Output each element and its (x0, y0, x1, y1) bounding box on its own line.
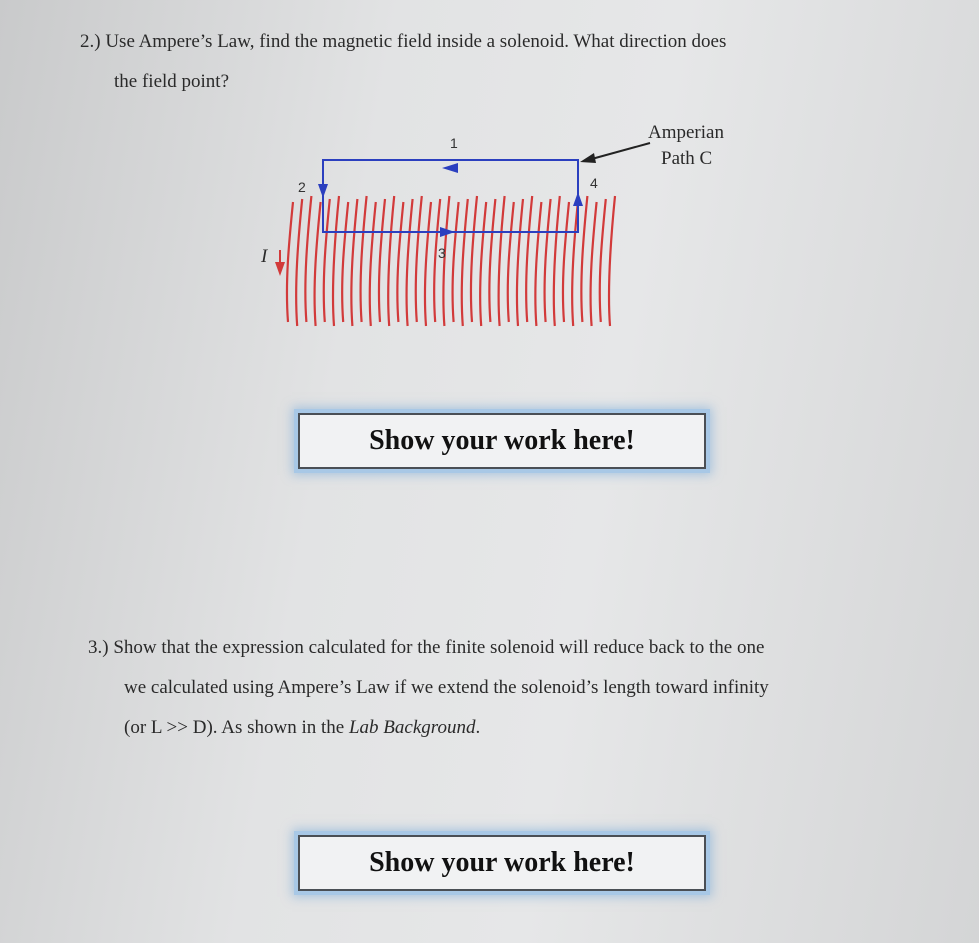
path-label-line-1: Amperian (648, 122, 724, 143)
coil-loop (526, 196, 532, 322)
lab-background-reference: Lab Background (348, 717, 476, 738)
work-box-1[interactable] (298, 413, 706, 469)
coil-loop (517, 199, 523, 326)
coil-loop (591, 202, 597, 326)
solenoid-diagram (250, 110, 770, 340)
question-3 (88, 628, 958, 748)
coil-loop (489, 199, 495, 322)
segment-label-3: 3 (438, 245, 446, 261)
coil-loop (296, 199, 302, 326)
question-3-text-1: Show that the expression calculated for the finite solenoid will reduce back to the one (113, 637, 765, 658)
coil-loop (305, 196, 311, 322)
question-2-text-1: Use Ampere’s Law, find the magnetic field inside a solenoid. What direction does (105, 31, 727, 52)
question-3-text-3b: . (475, 717, 481, 738)
segment-label-2: 2 (298, 179, 306, 195)
question-2-number: 2.) (80, 31, 101, 52)
coil-loop (471, 196, 477, 322)
coil-loop (535, 202, 541, 326)
coil-loop (554, 196, 560, 326)
work-box-2[interactable] (298, 835, 706, 891)
coil-loop (379, 199, 385, 322)
question-2-line-2: the field point? (114, 71, 230, 92)
coil-loop (462, 199, 468, 326)
coil-loop (600, 199, 606, 322)
coil-loop (388, 196, 394, 326)
coil-loop (333, 196, 339, 326)
coil-loop (499, 196, 505, 326)
coil-loop (324, 199, 330, 322)
coil-loop (397, 202, 403, 322)
current-arrow-head (275, 262, 285, 276)
question-3-number: 3.) (88, 637, 109, 658)
coil-loop (453, 202, 459, 322)
path-pointer-head (580, 153, 596, 163)
coil-loop (342, 202, 348, 322)
question-3-line-3 (88, 708, 958, 748)
work-box-1-label: Show your work here! (369, 425, 635, 456)
coil-loop (361, 196, 367, 322)
work-box-2-label: Show your work here! (369, 847, 635, 878)
coil-loop (287, 202, 293, 322)
question-2 (80, 22, 960, 102)
coil-loop (581, 196, 587, 322)
path-pointer-line (588, 143, 650, 160)
coil-loop (443, 196, 449, 326)
segment-4-arrow (573, 192, 583, 206)
question-3-line-2: we calculated using Ampere’s Law if we extend the solenoid’s length toward infinity (124, 677, 769, 698)
coil-loop (315, 202, 321, 326)
coil-loop (370, 202, 376, 326)
path-label-line-2: Path C (661, 148, 713, 169)
current-label: I (261, 246, 268, 267)
coil-loop (407, 199, 413, 326)
coil-loop (425, 202, 431, 326)
coil-loop (563, 202, 569, 322)
question-3-text-3a: (or L >> D). As shown in the (124, 717, 349, 738)
coil-loop (416, 196, 422, 322)
coil-loop (545, 199, 551, 322)
coil-loop (351, 199, 357, 326)
segment-label-1: 1 (450, 135, 458, 151)
question-2-line-1 (80, 22, 960, 62)
coil-loop (609, 196, 615, 326)
segment-2-arrow (318, 184, 328, 198)
question-3-line-1 (88, 628, 958, 668)
segment-label-4: 4 (590, 175, 598, 191)
segment-1-arrow (442, 163, 458, 173)
solenoid-coils (287, 196, 615, 326)
coil-loop (480, 202, 486, 326)
coil-loop (508, 202, 514, 322)
